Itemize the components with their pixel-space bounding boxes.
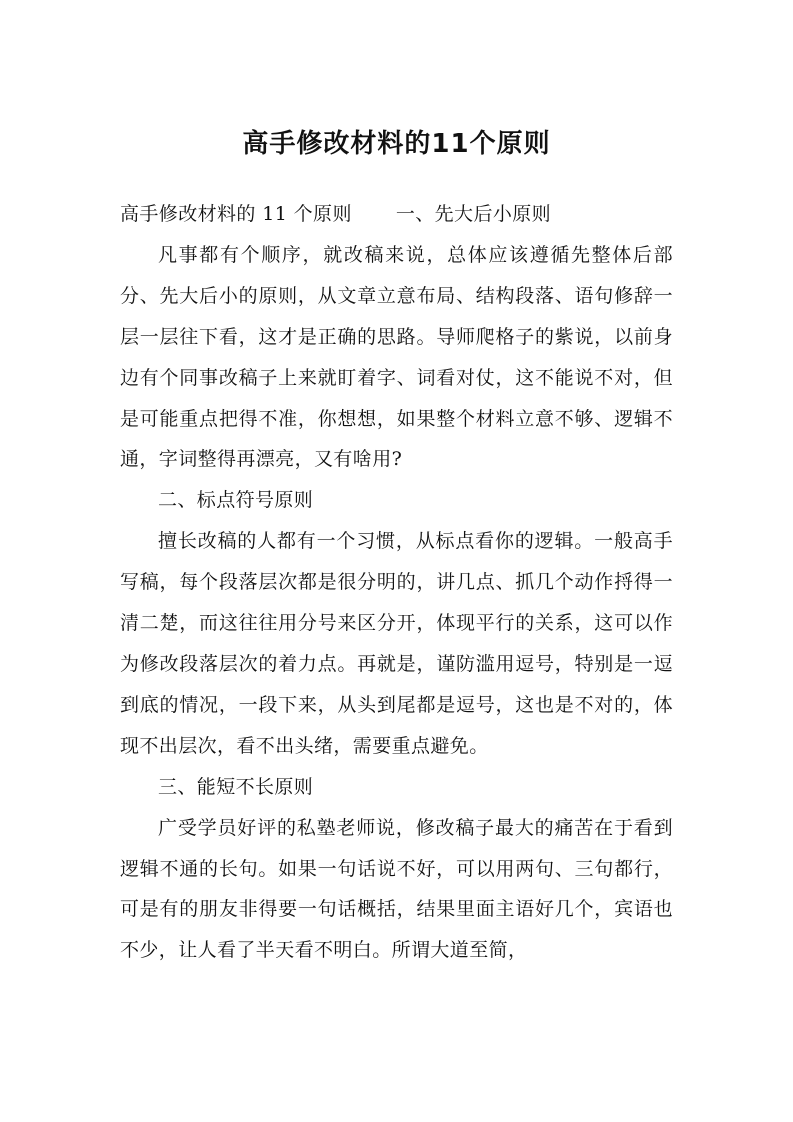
paragraph-1: 凡事都有个顺序，就改稿来说，总体应该遵循先整体后部分、先大后小的原则，从文章立意布局、结构段落、语句修辞一层一层往下看，这才是正确的思路。导师爬格子的紫说，以前身边有个同事改稿子上来就盯着字、词看对仗，这不能说不对，但是可能重点把得不准，你想想，如果整个材料立意不够、逻辑不通，字词整得再漂亮，又有啥用? xyxy=(120,243,673,471)
section-heading-2: 二、标点符号原则 xyxy=(158,489,314,512)
paragraph-2: 擅长改稿的人都有一个习惯，从标点看你的逻辑。一般高手写稿，每个段落层次都是很分明的，讲几点、抓几个动作捋得一清二楚，而这往往用分号来区分开，体现平行的关系，这可以作为修改段落层次的着力点。再就是，谨防滥用逗号，特别是一逗到底的情况，一段下来，从头到尾都是逗号，这也是不对的，体现不出层次，看不出头绪，需要重点避免。 xyxy=(120,530,673,757)
document-body xyxy=(120,194,673,971)
intro-line xyxy=(120,194,673,235)
section-heading-1: 一、先大后小原则 xyxy=(395,203,552,225)
section-heading-3: 三、能短不长原则 xyxy=(158,775,314,798)
paragraph-3: 广受学员好评的私塾老师说，修改稿子最大的痛苦在于看到逻辑不通的长句。如果一句话说不好，可以用两句、三句都行，可是有的朋友非得要一句话概括，结果里面主语好几个，宾语也不少，让人看了半天看不明白。所谓大道至简， xyxy=(120,816,673,962)
document-title: 高手修改材料的11个原则 xyxy=(242,129,551,159)
intro-lead: 高手修改材料的 11 个原则 xyxy=(120,203,352,225)
